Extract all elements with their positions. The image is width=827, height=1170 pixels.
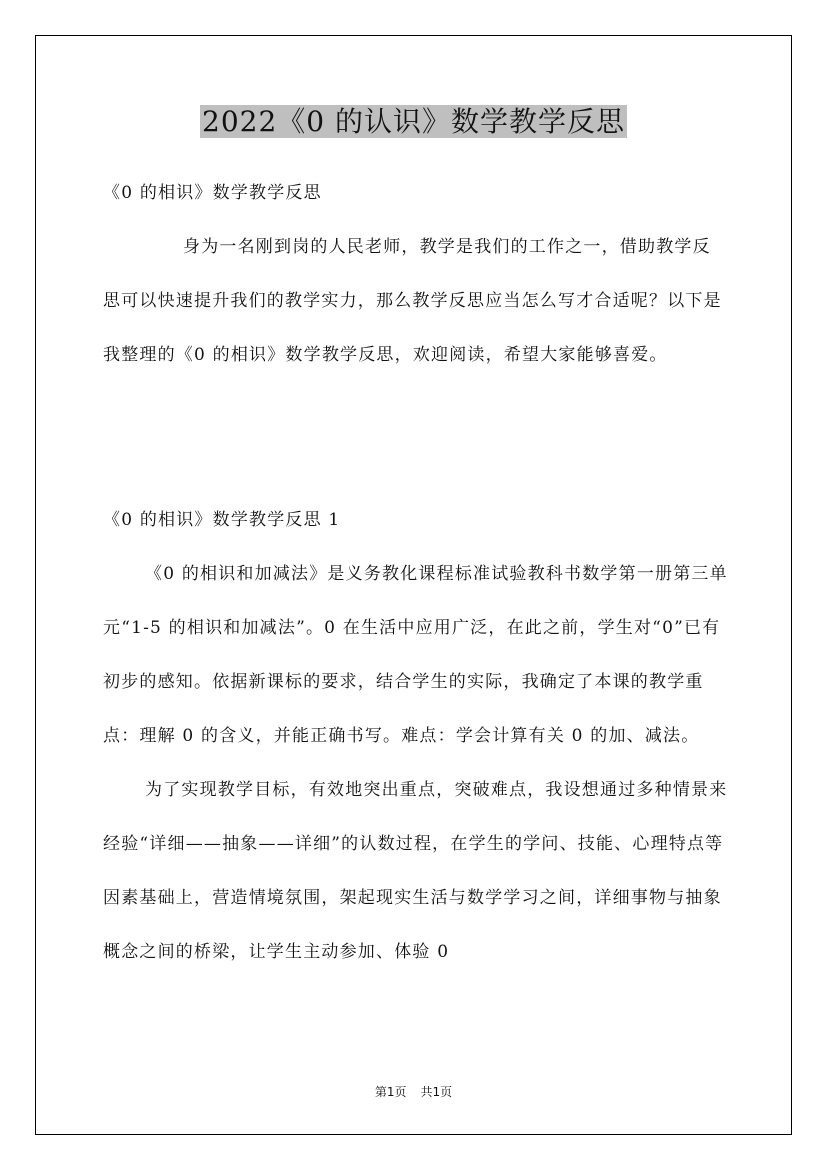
- section-heading: [103, 493, 728, 547]
- intro-paragraph-text: 身为一名刚到岗的人民老师，教学是我们的工作之一，借助教学反思可以快速提升我们的教学实力，那么教学反思应当怎么写才合适呢？以下是我整理的《0 的相识》数学教学反思，欢迎阅读，希望大家能够喜爱。: [103, 237, 722, 365]
- section-body: [103, 547, 728, 979]
- intro-subtitle-text: 《0 的相识》数学教学反思: [103, 183, 322, 203]
- page-total: 共1页: [420, 1085, 453, 1099]
- document-title: [0, 100, 827, 144]
- intro-subtitle: [103, 166, 728, 220]
- document-title-text: 2022《0 的认识》数学教学反思: [202, 105, 625, 138]
- section-heading-text: 《0 的相识》数学教学反思 1: [103, 510, 341, 530]
- body-paragraph-2: 为了实现教学目标，有效地突出重点，突破难点，我设想通过多种情景来经验“详细——抽象——详细”的认数过程，在学生的学问、技能、心理特点等因素基础上，营造情境氛围，架起现实生活与数学学习之间，详细事物与抽象概念之间的桥梁，让学生主动参加、体验 0: [103, 780, 728, 962]
- intro-paragraph: [103, 220, 728, 382]
- body-paragraph-1: 《0 的相识和加减法》是义务教化课程标准试验教科书数学第一册第三单元“1-5 的相识和加减法”。0 在生活中应用广泛，在此之前，学生对“0”已有初步的感知。依据新课标的要求，结合学生的实际，我确定了本课的教学重点：理解 0 的含义，并能正确书写。难点：学会计算有关 0 的加、减法。: [103, 564, 728, 746]
- page-number: 第1页: [374, 1085, 407, 1099]
- page-footer: [0, 1082, 827, 1102]
